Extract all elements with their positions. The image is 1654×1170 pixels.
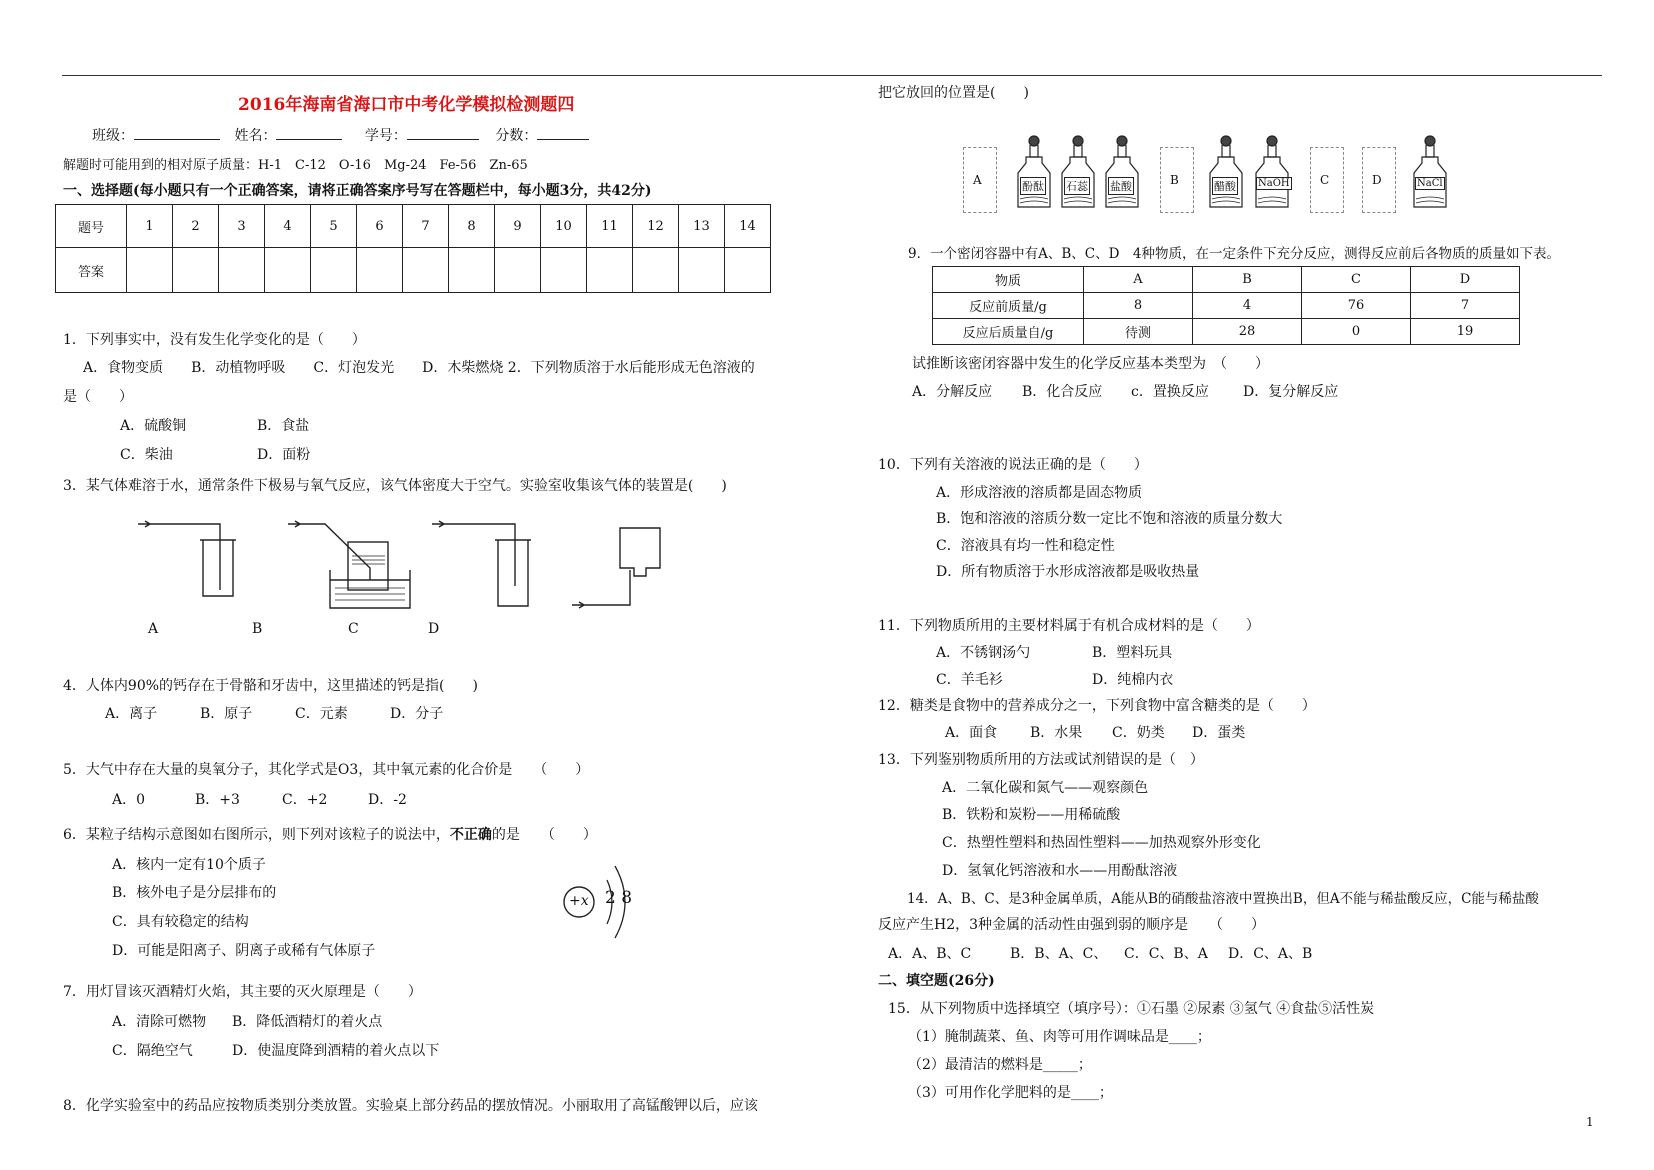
q5-option-d: D．-2 bbox=[368, 792, 407, 808]
answer-number: 9 bbox=[495, 205, 541, 248]
answer-cell[interactable] bbox=[265, 248, 311, 293]
answer-cell[interactable] bbox=[633, 248, 679, 293]
page-number: 1 bbox=[1586, 1115, 1594, 1129]
q8-slot-c-label: C bbox=[1320, 173, 1330, 187]
q9-table-header: C bbox=[1302, 267, 1411, 293]
answer-number: 7 bbox=[403, 205, 449, 248]
score-label: 分数： bbox=[495, 128, 538, 144]
q6-nucleus-label: +x bbox=[569, 893, 589, 909]
q14-stem: 14．A、B、C、是3种金属单质，A能从B的硝酸盐溶液中置换出B，但A不能与稀盐酸反应，C能与稀盐酸 bbox=[907, 891, 1539, 907]
q9-table-cell: 28 bbox=[1193, 319, 1302, 345]
q4-option-d: D．分子 bbox=[390, 706, 444, 722]
answer-cell[interactable] bbox=[449, 248, 495, 293]
answer-cell[interactable] bbox=[679, 248, 725, 293]
q9-option-b: B．化合反应 bbox=[1022, 384, 1103, 400]
q6-stem-post: 的是 （ ） bbox=[491, 827, 597, 843]
q3-apparatus-diagram bbox=[130, 510, 690, 610]
answer-cell[interactable] bbox=[357, 248, 403, 293]
q13-option-b: B．铁粉和炭粉——用稀硫酸 bbox=[942, 807, 1121, 823]
q6-option-b: B．核外电子是分层排布的 bbox=[112, 885, 277, 901]
q11-option-c: C．羊毛衫 bbox=[936, 672, 1003, 688]
q2-option-d: D．面粉 bbox=[257, 447, 311, 463]
answer-cell[interactable] bbox=[173, 248, 219, 293]
q8-bottle-phenolphthalein bbox=[1014, 135, 1054, 211]
q6-option-c: C．具有较稳定的结构 bbox=[112, 914, 249, 930]
id-label: 学号： bbox=[364, 128, 407, 144]
section2-title: 二、填空题(26分) bbox=[878, 973, 995, 989]
q9-table-cell: 4 bbox=[1193, 293, 1302, 319]
q12-option-b: B．水果 bbox=[1030, 725, 1083, 741]
q2-option-a: A．硫酸铜 bbox=[120, 418, 187, 434]
q13-stem: 13．下列鉴别物质所用的方法或试剂错误的是（ ） bbox=[878, 752, 1204, 768]
answer-number: 11 bbox=[587, 205, 633, 248]
q9-table-cell: 反应前质量/g bbox=[933, 293, 1084, 319]
name-blank[interactable] bbox=[276, 139, 342, 140]
q11-option-a: A．不锈钢汤勺 bbox=[936, 645, 1031, 661]
q1-stem: 1．下列事实中，没有发生化学变化的是（ ） bbox=[63, 332, 366, 348]
q4-stem: 4．人体内90%的钙存在于骨骼和牙齿中，这里描述的钙是指( ) bbox=[63, 678, 478, 694]
answer-number: 14 bbox=[725, 205, 771, 248]
q5-option-b: B．+3 bbox=[195, 792, 240, 808]
q8-bottle-hydrochloric-acid bbox=[1102, 135, 1142, 211]
q13-option-c: C．热塑性塑料和热固性塑料——加热观察外形变化 bbox=[942, 835, 1261, 851]
q9-table-header: 物质 bbox=[933, 267, 1084, 293]
q14-stem-continued: 反应产生H2，3种金属的活动性由强到弱的顺序是 （ ） bbox=[878, 917, 1266, 933]
q2-option-b: B．食盐 bbox=[257, 418, 310, 434]
q10-option-b: B．饱和溶液的溶质分数一定比不饱和溶液的质量分数大 bbox=[936, 511, 1283, 527]
q8-stem: 8．化学实验室中的药品应按物质类别分类放置。实验桌上部分药品的摆放情况。小丽取用了高锰酸钾以后，应该 bbox=[63, 1098, 758, 1114]
class-blank[interactable] bbox=[134, 139, 220, 140]
q6-stem-bold: 不正确 bbox=[449, 827, 492, 843]
q15-item-3: （3）可用作化学肥料的是____； bbox=[908, 1085, 1113, 1101]
q9-table-cell: 反应后质量自/g bbox=[933, 319, 1084, 345]
q8-slot-a-label: A bbox=[973, 173, 982, 187]
answer-number: 12 bbox=[633, 205, 679, 248]
q6-stem bbox=[63, 826, 597, 844]
q11-option-d: D．纯棉内衣 bbox=[1092, 672, 1174, 688]
q4-option-b: B．原子 bbox=[200, 706, 253, 722]
page-title: 2016年海南省海口市中考化学模拟检测题四 bbox=[238, 95, 575, 115]
q8-bottle-label: NaOH bbox=[1258, 178, 1290, 189]
q9-table-header: D bbox=[1411, 267, 1520, 293]
q13-option-a: A．二氧化碳和氮气——观察颜色 bbox=[942, 780, 1149, 796]
q8-bottle-sodium-chloride bbox=[1410, 135, 1450, 211]
q2-option-c: C．柴油 bbox=[120, 447, 173, 463]
answer-cell[interactable] bbox=[495, 248, 541, 293]
q3-label-d: D bbox=[428, 621, 440, 637]
answer-cell[interactable] bbox=[725, 248, 771, 293]
answer-cell[interactable] bbox=[311, 248, 357, 293]
q11-option-b: B．塑料玩具 bbox=[1092, 645, 1173, 661]
section1-title: 一、选择题(每小题只有一个正确答案，请将正确答案序号写在答题栏中，每小题3分，共42分) bbox=[63, 183, 652, 199]
q8-bottle-sodium-hydroxide bbox=[1252, 135, 1292, 211]
q15-stem: 15．从下列物质中选择填空（填序号）：①石墨 ②尿素 ③氢气 ④食盐⑤活性炭 bbox=[888, 1001, 1375, 1017]
answer-cell[interactable] bbox=[541, 248, 587, 293]
q8-bottle-litmus bbox=[1058, 135, 1098, 211]
q2-stem-tail: 是（ ） bbox=[63, 389, 133, 405]
answer-number: 8 bbox=[449, 205, 495, 248]
q8-bottle-label: NaCl bbox=[1417, 178, 1443, 189]
top-rule bbox=[62, 75, 1602, 76]
q8-bottle-label: 酚酞 bbox=[1020, 177, 1046, 195]
q14-option-b: B．B、A、C、 bbox=[1010, 946, 1108, 962]
q9-option-a: A．分解反应 bbox=[912, 384, 993, 400]
q12-option-c: C．奶类 bbox=[1112, 725, 1165, 741]
name-label: 姓名： bbox=[234, 128, 277, 144]
q10-stem: 10．下列有关溶液的说法正确的是（ ） bbox=[878, 457, 1148, 473]
q9-table-header: A bbox=[1084, 267, 1193, 293]
q8-slot-b-label: B bbox=[1170, 173, 1179, 187]
q9-table-cell: 19 bbox=[1411, 319, 1520, 345]
q10-option-c: C．溶液具有均一性和稳定性 bbox=[936, 538, 1115, 554]
q12-option-a: A．面食 bbox=[945, 725, 998, 741]
q9-table-cell: 8 bbox=[1084, 293, 1193, 319]
answer-cell[interactable] bbox=[127, 248, 173, 293]
answer-number: 4 bbox=[265, 205, 311, 248]
q12-stem: 12．糖类是食物中的营养成分之一，下列食物中富含糖类的是（ ） bbox=[878, 698, 1316, 714]
answer-number: 10 bbox=[541, 205, 587, 248]
answer-table-header-answer: 答案 bbox=[56, 248, 127, 293]
q8-bottle-label: 醋酸 bbox=[1212, 177, 1238, 195]
q7-option-d: D．使温度降到酒精的着火点以下 bbox=[232, 1043, 440, 1059]
q4-option-a: A．离子 bbox=[105, 706, 158, 722]
q8-bottle-acetic-acid bbox=[1206, 135, 1246, 211]
q6-shell-electrons: 2 8 bbox=[605, 888, 633, 908]
q9-option-c: c．置换反应 bbox=[1131, 384, 1209, 400]
q10-option-d: D．所有物质溶于水形成溶液都是吸收热量 bbox=[936, 564, 1200, 580]
q9-table-cell: 0 bbox=[1302, 319, 1411, 345]
q4-option-c: C．元素 bbox=[295, 706, 348, 722]
q3-stem: 3．某气体难溶于水，通常条件下极易与氧气反应，该气体密度大于空气。实验室收集该气体的装置是( ) bbox=[63, 478, 727, 494]
q13-option-d: D．氢氧化钙溶液和水——用酚酞溶液 bbox=[942, 863, 1178, 879]
q8-bottle-label: 盐酸 bbox=[1108, 177, 1134, 195]
q11-stem: 11．下列物质所用的主要材料属于有机合成材料的是（ ） bbox=[878, 618, 1260, 634]
q9-stem: 9．一个密闭容器中有A、B、C、D 4种物质，在一定条件下充分反应，测得反应前后各物质的质量如下表。 bbox=[908, 246, 1560, 262]
answer-number: 3 bbox=[219, 205, 265, 248]
answer-number: 13 bbox=[679, 205, 725, 248]
q3-label-c: C bbox=[348, 621, 359, 637]
q7-option-b: B．降低酒精灯的着火点 bbox=[232, 1014, 383, 1030]
q15-item-1: （1）腌制蔬菜、鱼、肉等可用作调味品是____； bbox=[908, 1029, 1211, 1045]
q9-option-d: D．复分解反应 bbox=[1243, 384, 1339, 400]
answer-number: 5 bbox=[311, 205, 357, 248]
answer-number: 2 bbox=[173, 205, 219, 248]
q9-table-cell: 7 bbox=[1411, 293, 1520, 319]
q6-option-a: A．核内一定有10个质子 bbox=[112, 857, 266, 873]
q6-option-d: D．可能是阳离子、阴离子或稀有气体原子 bbox=[112, 943, 376, 959]
q9-table-header: B bbox=[1193, 267, 1302, 293]
class-label: 班级： bbox=[92, 128, 134, 144]
q1-options: A．食物变质 B．动植物呼吸 C．灯泡发光 D．木柴燃烧 2．下列物质溶于水后能形成无色溶液的 bbox=[83, 360, 755, 376]
q12-option-d: D．蛋类 bbox=[1192, 725, 1246, 741]
q9-mass-table bbox=[932, 266, 1520, 345]
answer-number: 6 bbox=[357, 205, 403, 248]
q9-table-cell: 76 bbox=[1302, 293, 1411, 319]
q3-label-b: B bbox=[252, 621, 263, 637]
student-info bbox=[92, 127, 589, 145]
score-blank[interactable] bbox=[537, 139, 589, 140]
answer-table-header-number: 题号 bbox=[56, 205, 127, 248]
q14-option-a: A．A、B、C bbox=[888, 946, 972, 962]
q14-option-d: D．C、A、B bbox=[1228, 946, 1313, 962]
q6-stem-pre: 6．某粒子结构示意图如右图所示，则下列对该粒子的说法中， bbox=[63, 827, 450, 843]
q7-stem: 7．用灯冒该灭酒精灯火焰，其主要的灭火原理是（ ） bbox=[63, 984, 422, 1000]
id-blank[interactable] bbox=[407, 139, 479, 140]
q7-option-c: C．隔绝空气 bbox=[112, 1043, 193, 1059]
q8-bottle-label: 石蕊 bbox=[1064, 177, 1090, 195]
q8-stem-continued: 把它放回的位置是( ) bbox=[878, 85, 1029, 101]
q10-option-a: A．形成溶液的溶质都是固态物质 bbox=[936, 485, 1143, 501]
q3-label-a: A bbox=[148, 621, 159, 637]
atomic-mass-note: 解题时可能用到的相对原子质量：H-1 C-12 O-16 Mg-24 Fe-56 Zn-65 bbox=[63, 158, 528, 173]
q9-table-cell: 待测 bbox=[1084, 319, 1193, 345]
q7-option-a: A．清除可燃物 bbox=[112, 1014, 207, 1030]
q5-stem: 5．大气中存在大量的臭氧分子，其化学式是O3，其中氧元素的化合价是 （ ） bbox=[63, 762, 590, 778]
answer-cell[interactable] bbox=[219, 248, 265, 293]
q8-slot-d-label: D bbox=[1372, 173, 1382, 187]
q14-option-c: C．C、B、A bbox=[1124, 946, 1208, 962]
answer-cell[interactable] bbox=[403, 248, 449, 293]
q5-option-a: A．0 bbox=[112, 792, 146, 808]
answer-table bbox=[55, 204, 771, 293]
q5-option-c: C．+2 bbox=[282, 792, 328, 808]
answer-number: 1 bbox=[127, 205, 173, 248]
q9-question: 试推断该密闭容器中发生的化学反应基本类型为 （ ） bbox=[912, 356, 1269, 372]
q15-item-2: （2）最清洁的燃料是_____； bbox=[908, 1057, 1092, 1073]
answer-cell[interactable] bbox=[587, 248, 633, 293]
